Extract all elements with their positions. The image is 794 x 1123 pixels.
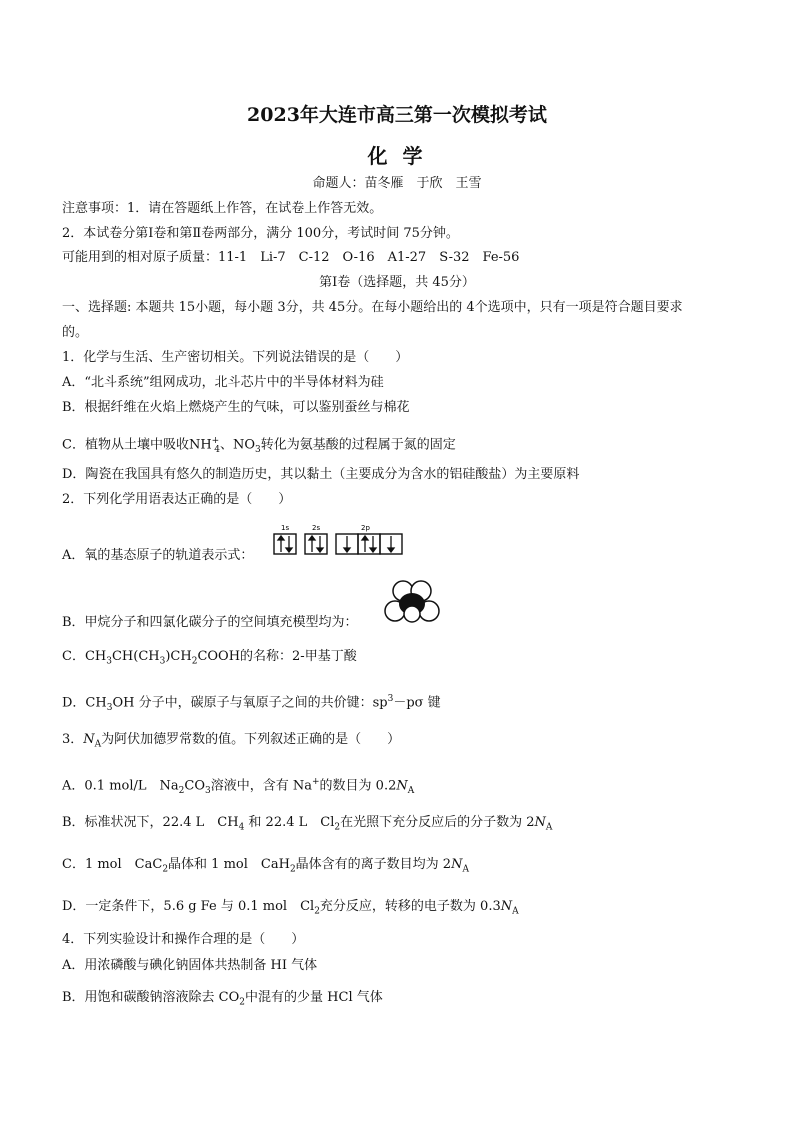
note-2: 2．本试卷分第Ⅰ卷和第Ⅱ卷两部分，满分 100分，考试时间 75分钟。 — [62, 226, 459, 241]
q3-stem: 3．$N_A$为阿伏加德罗常数的值。下列叙述正确的是（ ） — [62, 732, 401, 750]
q1-option-a: A．“北斗系统”组网成功，北斗芯片中的半导体材料为硅 — [62, 375, 384, 390]
authors: 命题人：苗冬雁 于欣 王雪 — [312, 176, 482, 191]
q3-option-d: D．一定条件下，5.6 g Fe 与 0.1 mol $Cl_2$充分反应，转移的电子数为 $0.3N_A$ — [62, 899, 519, 917]
q2-stem: 2．下列化学用语表达正确的是（ ） — [62, 492, 292, 507]
q2-option-b: B．甲烷分子和四氯化碳分子的空间填充模型均为： — [62, 615, 358, 630]
orbital-label-1s: 1s — [281, 524, 290, 532]
q3-option-a: A．0.1 mol/L $Na_2CO_3$溶液中，含有 Na+的数目为 $0.2N_A$ — [62, 777, 415, 796]
subject-title: 化 学 — [367, 144, 427, 168]
orbital-label-2s: 2s — [312, 524, 321, 532]
q3-option-c: C．1 mol CaC$_2$晶体和 1 mol CaH$_2$晶体含有的离子数目均为 $2N_A$ — [62, 857, 469, 875]
section-title: 第Ⅰ卷（选择题，共 45分） — [319, 275, 475, 290]
space-filling-model — [383, 578, 443, 626]
q2-option-a: A．氧的基态原子的轨道表示式： — [62, 548, 254, 563]
exam-title: 2023年大连市高三第一次模拟考试 — [247, 104, 547, 126]
q1-option-b: B．根据纤维在火焰上燃烧产生的气味，可以鉴别蚕丝与棉花 — [62, 400, 410, 415]
section-instructions-cont: 的。 — [62, 325, 89, 340]
q2-option-d: D．$CH_3OH$ 分子中，碳原子与氧原子之间的共价键：$sp^3-p\sigma$ 键 — [62, 694, 441, 713]
q4-option-a: A．用浓磷酸与碘化钠固体共热制备 HI 气体 — [62, 958, 318, 973]
q1-option-d: D．陶瓷在我国具有悠久的制造历史，其以黏土（主要成分为含水的铝硅酸盐）为主要原料 — [62, 467, 580, 482]
note-atomic-masses: 可能用到的相对原子质量：11-1 Li-7 C-12 O-16 A1-27 S-32 Fe-56 — [62, 250, 520, 265]
q4-stem: 4．下列实验设计和操作合理的是（ ） — [62, 932, 305, 947]
note-1: 注意事项：1．请在答题纸上作答，在试卷上作答无效。 — [62, 201, 383, 216]
q4-option-b: B．用饱和碳酸钠溶液除去 $CO_2$中混有的少量 HCl 气体 — [62, 990, 383, 1008]
orbital-diagram — [270, 522, 406, 558]
section-instructions: 一、选择题: 本题共 15小题，每小题 3分，共 45分。在每小题给出的 4个选项中，只有一项是符合题目要求 — [62, 300, 683, 315]
q3-option-b: B．标准状况下，22.4 L $CH_4$ 和 22.4 L $Cl_2$在光照下充分反应后的分子数为 $2N_A$ — [62, 815, 553, 833]
q1-stem: 1．化学与生活、生产密切相关。下列说法错误的是（ ） — [62, 350, 409, 365]
q1-option-c: C．植物从土壤中吸收$NH^+_4$、$NO_3$转化为氨基酸的过程属于氮的固定 — [62, 436, 456, 455]
orbital-label-2p: 2p — [361, 524, 370, 532]
q2-option-c: C．$CH_3CH(CH_3)CH_2COOH$的名称：2-甲基丁酸 — [62, 649, 357, 667]
